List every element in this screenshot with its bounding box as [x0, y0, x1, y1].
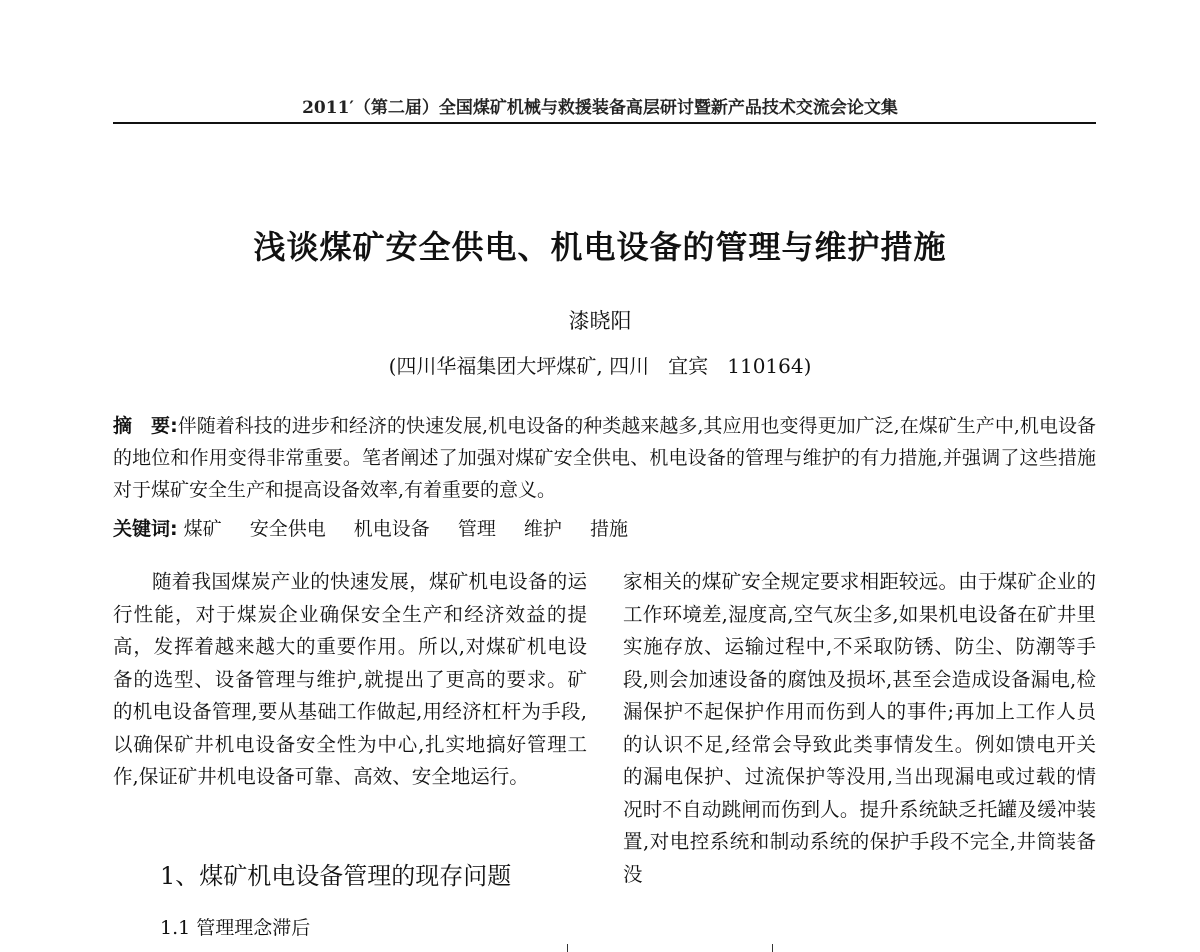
abstract-text: 伴随着科技的进步和经济的快速发展,机电设备的种类越来越多,其应用也变得更加广泛,在煤矿生产中,机电设备的地位和作用变得非常重要。笔者阐述了加强对煤矿安全供电、机电设备的管理与维护的有力措施,并强调了这些措施对于煤矿安全生产和提高设备效率,有着重要的意义。: [113, 415, 1096, 501]
subsection-heading: 1.1 管理理念滞后: [160, 917, 311, 939]
keyword-item: 安全供电: [249, 518, 326, 540]
page-edge-mark: [772, 944, 773, 952]
keyword-item: 煤矿: [183, 518, 222, 540]
author-affiliation: (四川华福集团大坪煤矿, 四川 宜宾 110164): [388, 354, 812, 378]
paper-title: 浅谈煤矿安全供电、机电设备的管理与维护措施: [253, 228, 947, 266]
header-divider: [113, 122, 1096, 124]
keyword-item: 机电设备: [353, 518, 430, 540]
keyword-item: 维护: [523, 518, 562, 540]
abstract-block: [113, 410, 1096, 506]
keywords-block: [113, 514, 1096, 544]
keyword-item: 管理: [457, 518, 496, 540]
running-header: 2011′（第二届）全国煤矿机械与救援装备高层研讨暨新产品技术交流会论文集: [302, 98, 898, 118]
body-column-left: [113, 566, 587, 794]
body-paragraph: 随着我国煤炭产业的快速发展，煤矿机电设备的运行性能，对于煤炭企业确保安全生产和经济效益的提高，发挥着越来越大的重要作用。所以,对煤矿机电设备的选型、设备管理与维护,就提出了更高的要求。矿的机电设备管理,要从基础工作做起,用经济杠杆为手段,以确保矿井机电设备安全性为中心,扎实地搞好管理工作,保证矿井机电设备可靠、高效、安全地运行。: [113, 570, 587, 788]
keyword-item: 措施: [589, 518, 628, 540]
body-column-right: [623, 566, 1096, 891]
section-heading: 1、煤矿机电设备管理的现存问题: [160, 862, 512, 890]
abstract-label: 摘 要:: [113, 415, 178, 437]
body-paragraph-continued: 家相关的煤矿安全规定要求相距较远。由于煤矿企业的工作环境差,湿度高,空气灰尘多,如果机电设备在矿井里实施存放、运输过程中,不采取防锈、防尘、防潮等手段,则会加速设备的腐蚀及损坏,甚至会造成设备漏电,检漏保护不起保护作用而伤到人的事件;再加上工作人员的认识不足,经常会导致此类事情发生。例如馈电开关的漏电保护、过流保护等没用,当出现漏电或过载的情况时不自动跳闸而伤到人。提升系统缺乏托罐及缓冲装置,对电控系统和制动系统的保护手段不完全,井筒装备没: [623, 570, 1096, 886]
keywords-label: 关键词:: [113, 518, 178, 540]
paper-author: 漆晓阳: [568, 309, 632, 333]
page-edge-mark: [567, 944, 568, 952]
